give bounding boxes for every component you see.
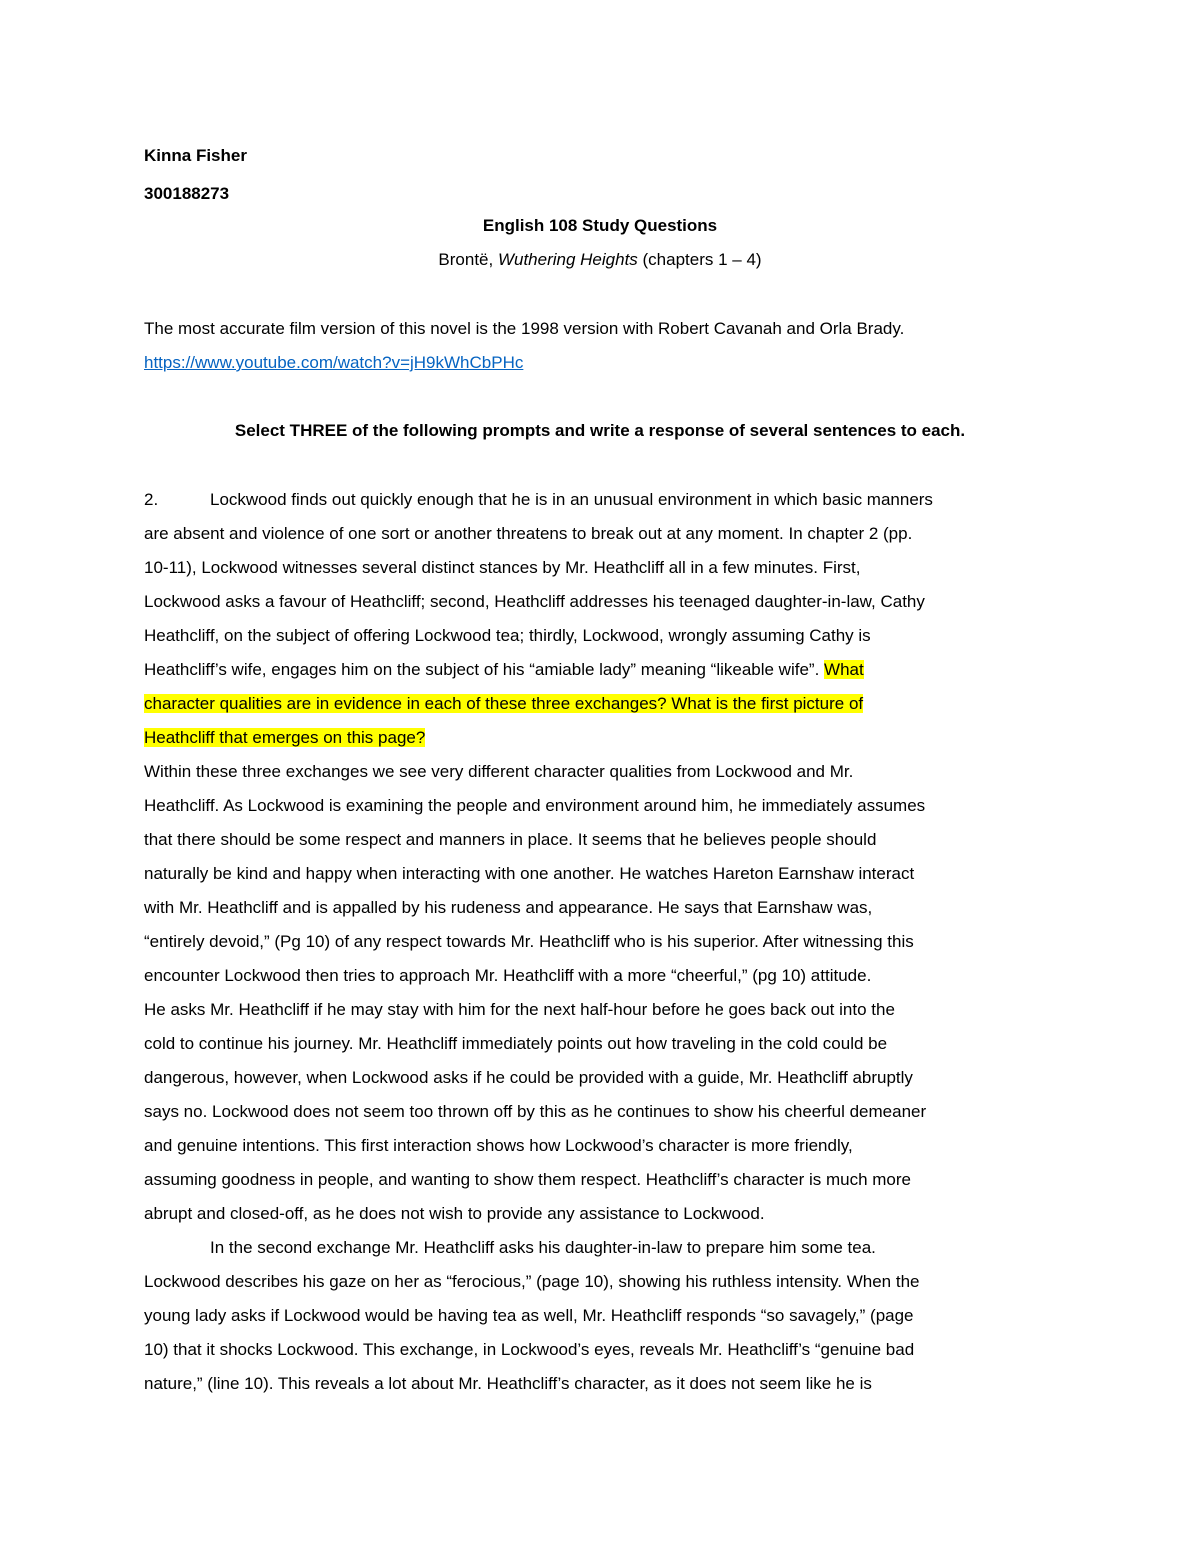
instructions: Select THREE of the following prompts and write a response of several sentences to each. bbox=[234, 421, 966, 440]
subtitle-book-title: Wuthering Heights bbox=[497, 250, 638, 269]
response-line: with Mr. Heathcliff and is appalled by his rudeness and appearance. He says that Earnshaw was, bbox=[144, 898, 873, 917]
response-line: says no. Lockwood does not seem too thrown off by this as he continues to show his cheerful demeaner bbox=[144, 1102, 927, 1121]
film-note: The most accurate film version of this novel is the 1998 version with Robert Cavanah and Orla Brady. bbox=[144, 319, 905, 338]
response-line: He asks Mr. Heathcliff if he may stay with him for the next half-hour before he goes back out into the bbox=[144, 1000, 895, 1019]
response-line: Heathcliff. As Lockwood is examining the people and environment around him, he immediately assumes bbox=[144, 796, 926, 815]
author-name: Kinna Fisher bbox=[144, 146, 247, 165]
youtube-link[interactable]: https://www.youtube.com/watch?v=jH9kWhCbPHc bbox=[144, 353, 524, 372]
subtitle-author: Brontë, bbox=[438, 250, 498, 269]
prompt-line-1 bbox=[144, 489, 933, 511]
response-line: cold to continue his journey. Mr. Heathcliff immediately points out how traveling in the cold could be bbox=[144, 1034, 888, 1053]
response-line: dangerous, however, when Lockwood asks if he could be provided with a guide, Mr. Heathcliff abruptly bbox=[144, 1068, 913, 1087]
prompt-line-5: Heathcliff, on the subject of offering Lockwood tea; thirdly, Lockwood, wrongly assuming Cathy is bbox=[144, 626, 871, 645]
prompt-question-line-2 bbox=[144, 727, 425, 749]
document-title: English 108 Study Questions bbox=[482, 216, 718, 235]
response-line: “entirely devoid,” (Pg 10) of any respect towards Mr. Heathcliff who is his superior. After witnessing this bbox=[144, 932, 914, 951]
film-link-line bbox=[144, 352, 523, 374]
prompt-question-text: character qualities are in evidence in each of these three exchanges? What is the first picture of bbox=[144, 694, 864, 713]
response-line: Lockwood describes his gaze on her as “ferocious,” (page 10), showing his ruthless intensity. When the bbox=[144, 1272, 920, 1291]
response-line: and genuine intentions. This first interaction shows how Lockwood’s character is more friendly, bbox=[144, 1136, 853, 1155]
prompt-question-start: What bbox=[824, 660, 864, 679]
response-line: assuming goodness in people, and wanting to show them respect. Heathcliff’s character is much more bbox=[144, 1170, 911, 1189]
prompt-line-3: 10-11), Lockwood witnesses several distinct stances by Mr. Heathcliff all in a few minutes. First, bbox=[144, 558, 861, 577]
response-line: nature,” (line 10). This reveals a lot about Mr. Heathcliff’s character, as it does not seem like he is bbox=[144, 1374, 872, 1393]
response-line: that there should be some respect and manners in place. It seems that he believes people should bbox=[144, 830, 877, 849]
prompt-question-text: Heathcliff that emerges on this page? bbox=[144, 728, 426, 747]
response-line: Within these three exchanges we see very different character qualities from Lockwood and Mr. bbox=[144, 762, 854, 781]
prompt-line-6-text: Heathcliff’s wife, engages him on the subject of his “amiable lady” meaning “likeable wife”. bbox=[144, 660, 825, 679]
document-subtitle bbox=[144, 249, 1056, 271]
prompt-line-4: Lockwood asks a favour of Heathcliff; second, Heathcliff addresses his teenaged daughter-in-law, Cathy bbox=[144, 592, 925, 611]
response-line: encounter Lockwood then tries to approach Mr. Heathcliff with a more “cheerful,” (pg 10) attitude. bbox=[144, 966, 872, 985]
response-line: 10) that it shocks Lockwood. This exchange, in Lockwood’s eyes, reveals Mr. Heathcliff’s “genuine bad bbox=[144, 1340, 915, 1359]
prompt-line-6 bbox=[144, 659, 864, 681]
prompt-question-line-1 bbox=[144, 693, 863, 715]
prompt-text: Lockwood finds out quickly enough that he is in an unusual environment in which basic manners bbox=[210, 490, 933, 509]
response-line: abrupt and closed-off, as he does not wish to provide any assistance to Lockwood. bbox=[144, 1204, 765, 1223]
response-line: naturally be kind and happy when interacting with one another. He watches Hareton Earnshaw interact bbox=[144, 864, 915, 883]
subtitle-chapters: (chapters 1 – 4) bbox=[637, 250, 762, 269]
response-line: young lady asks if Lockwood would be having tea as well, Mr. Heathcliff responds “so savagely,” (page bbox=[144, 1306, 914, 1325]
prompt-line-2: are absent and violence of one sort or another threatens to break out at any moment. In chapter 2 (pp. bbox=[144, 524, 913, 543]
response-paragraph-2-first-line: In the second exchange Mr. Heathcliff asks his daughter-in-law to prepare him some tea. bbox=[210, 1238, 876, 1257]
prompt-number: 2. bbox=[144, 490, 159, 509]
student-id: 300188273 bbox=[144, 184, 230, 203]
